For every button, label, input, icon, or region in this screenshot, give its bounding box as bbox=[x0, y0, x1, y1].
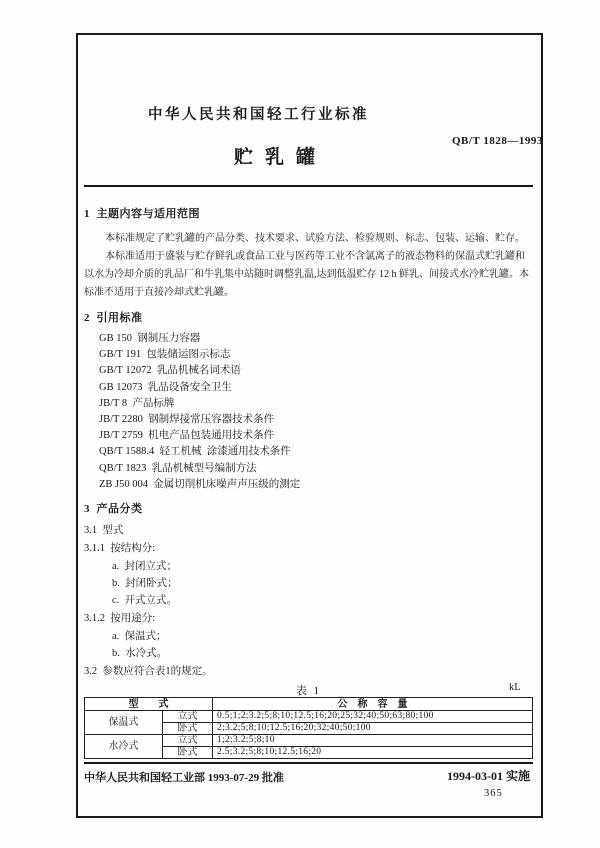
list-item: a. 封闭立式； bbox=[112, 561, 178, 572]
reference-item: QB/T 1588.4 轻工机械 涂漆通用技术条件 bbox=[99, 446, 291, 458]
document-title: 贮乳罐 bbox=[234, 147, 328, 168]
reference-item: GB/T 191 包装储运图示标志 bbox=[99, 349, 231, 361]
standard-number: QB/T 1828—1993 bbox=[452, 135, 543, 147]
table-caption: 表 1 bbox=[295, 685, 322, 697]
clause-3-1-1: 3.1.1 按结构分: bbox=[84, 543, 156, 554]
standard-category-header: 中华人民共和国轻工行业标准 bbox=[148, 107, 369, 123]
reference-item: GB 150 钢制压力容器 bbox=[99, 333, 201, 344]
table-header-row bbox=[85, 698, 533, 711]
reference-item: JB/T 8 产品标牌 bbox=[99, 397, 175, 409]
clause-3-1-2: 3.1.2 按用途分: bbox=[84, 613, 156, 624]
section-1-paragraph-2: 本标准适用于盛装与贮存鲜乳或食品工业与医药等工业不含氯离子的液态物料的保温式贮乳罐和以水为冷却介质的乳品厂和牛乳集中站随时调整乳温,达到低温贮存 12 h 鲜乳、间接式水冷贮乳罐。本标准不适用于直接冷却式贮乳罐。 bbox=[84, 251, 529, 298]
table-row bbox=[85, 735, 533, 747]
table-cell-capacities: 0.5;1;2;3.2;5;8;10;12.5;16;20;25;32;40;50;63;80;100 bbox=[213, 711, 533, 723]
reference-item: GB 12073 乳品设备安全卫生 bbox=[99, 381, 232, 393]
table-cell-orientation: 卧式 bbox=[163, 747, 213, 759]
table-cell-orientation: 立式 bbox=[163, 735, 213, 747]
table-cell-orientation: 立式 bbox=[163, 711, 213, 723]
section-1-heading: 1 主题内容与适用范围 bbox=[84, 208, 200, 220]
table-header-type: 型 式 bbox=[85, 698, 213, 711]
table-cell-capacities: 2.5;3.2;5;8;10;12.5;16;20 bbox=[213, 747, 533, 759]
approval-statement: 中华人民共和国轻工业部 1993-07-29 批准 bbox=[84, 772, 284, 784]
table-cell-orientation: 卧式 bbox=[163, 723, 213, 735]
header-divider-rule bbox=[84, 185, 533, 187]
reference-item: GB/T 12072 乳品机械名词术语 bbox=[99, 365, 241, 377]
section-1-paragraph-1: 本标准规定了贮乳罐的产品分类、技术要求、试验方法、检验规则、标志、包装、运输、贮存。 bbox=[105, 233, 525, 244]
section-2-heading: 2 引用标准 bbox=[84, 312, 143, 324]
clause-3-1: 3.1 型式 bbox=[84, 525, 124, 536]
table-1 bbox=[84, 697, 533, 759]
list-item: a. 保温式； bbox=[112, 631, 167, 642]
reference-item: JB/T 2280 钢制焊接常压容器技术条件 bbox=[99, 414, 275, 426]
reference-item: ZB J50 004 金属切削机床噪声声压级的测定 bbox=[99, 478, 301, 490]
table-unit-label: kL bbox=[509, 682, 521, 693]
table-cell-group: 水冷式 bbox=[85, 735, 163, 759]
table-cell-capacities: 2;3.2;5;8;10;12.5;16;20;32;40;50;100 bbox=[213, 723, 533, 735]
reference-item: QB/T 1823 乳品机械型号编制方法 bbox=[99, 462, 257, 474]
list-item: b. 水冷式。 bbox=[112, 648, 168, 659]
table-cell-group: 保温式 bbox=[85, 711, 163, 735]
list-item: c. 开式立式。 bbox=[112, 595, 178, 606]
table-cell-capacities: 1;2;3.2;5;8;10 bbox=[213, 735, 533, 747]
footer-divider-rule bbox=[84, 762, 533, 764]
table-header-capacity: 公 称 容 量 bbox=[213, 698, 533, 711]
implementation-date: 1994-03-01 实施 bbox=[447, 769, 530, 783]
table-row bbox=[85, 711, 533, 723]
reference-item: JB/T 2759 机电产品包装通用技术条件 bbox=[99, 430, 275, 442]
page-number: 365 bbox=[484, 788, 503, 799]
clause-3-2: 3.2 参数应符合表1的规定。 bbox=[84, 666, 213, 677]
reference-list bbox=[99, 331, 300, 493]
list-item: b. 封闭卧式； bbox=[112, 578, 178, 589]
section-3-heading: 3 产品分类 bbox=[84, 503, 143, 515]
